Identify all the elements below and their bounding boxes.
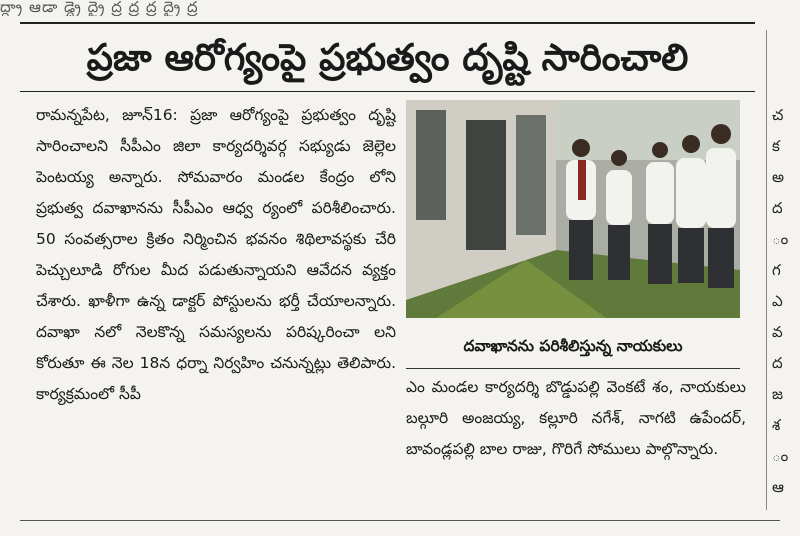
adjacent-text-line: శ (772, 416, 781, 434)
bottom-divider (20, 520, 780, 521)
article-body: రామన్నపేట, జూన్16: ప్రజా ఆరోగ్యంపై ప్రభుత్వం దృష్టి సారించాలని సీపీఎం జిలా కార్యదర్శివర్గ సభ్యుడు జెల్లెల పెంటయ్య అన్నారు. సోమవారం మండల కేంద్రం లోని ప్రభుత్వ దవాఖానను సీపీఎం ఆధ్వ ర్యంలో పరిశీలించారు. 50 సంవత్సరాల క్రితం నిర్మించిన భవనం శిథిలావస్థకు చేరి పెచ్చులూడి రోగుల మీద పడుతున్నాయని ఆవేదన వ్యక్తం చేశారు. ఖాళీగా ఉన్న డాక్టర్ పోస్టులను భర్తీ చేయాలన్నారు. దవాఖా నలో నెలకొన్న సమస్యలను పరిష్కరించా లని కోరుతూ ఈ నెల 18న ధర్నా నిర్వహిం చనున్నట్లు తెలిపారు. కార్యక్రమంలో సీపీ (36, 106, 396, 403)
previous-article-cutoff-text: ద్ద్రా ఆడా డ్ద్రై ద్రై ద్ర ద్ర ద్ర ద్రై ద్ర (0, 0, 199, 16)
adjacent-text-line: ఎ (772, 292, 783, 310)
article-continuation: ఎం మండల కార్యదర్శి బొడ్డుపల్లి వెంకటే శం, నాయకులు బల్గూరి అంజయ్య, కల్లూరి నగేశ్, నాగటి ఉపేందర్, బావండ్లపల్లి బాల రాజు, గొరిగే సోములు పాల్గొన్నారు. (406, 378, 746, 458)
photo-caption: దవాఖానను పరిశీలిస్తున్న నాయకులు (463, 337, 683, 355)
adjacent-text-line: వ (772, 323, 783, 341)
adjacent-text-line: ద (772, 199, 783, 217)
news-photo (406, 100, 740, 318)
column-divider (766, 30, 767, 510)
adjacent-text-line: అ (772, 168, 785, 186)
adjacent-text-line: ం (772, 230, 789, 248)
adjacent-text-line: క (772, 137, 780, 155)
top-divider (20, 22, 755, 24)
adjacent-text-line: ఆ (772, 478, 784, 496)
caption-divider (406, 368, 740, 369)
adjacent-text-line: ద (772, 354, 783, 372)
adjacent-text-line: జ (772, 385, 783, 403)
adjacent-text-line: చ (772, 106, 784, 124)
news-photo-illustration (406, 100, 740, 318)
adjacent-text-line: గ (772, 261, 781, 279)
article-headline: ప్రజా ఆరోగ్యంపై ప్రభుత్వం దృష్టి సారించాలి (86, 36, 689, 79)
adjacent-article-fragment (772, 100, 800, 510)
headline-divider (20, 91, 755, 92)
adjacent-text-line: ం (772, 447, 789, 465)
